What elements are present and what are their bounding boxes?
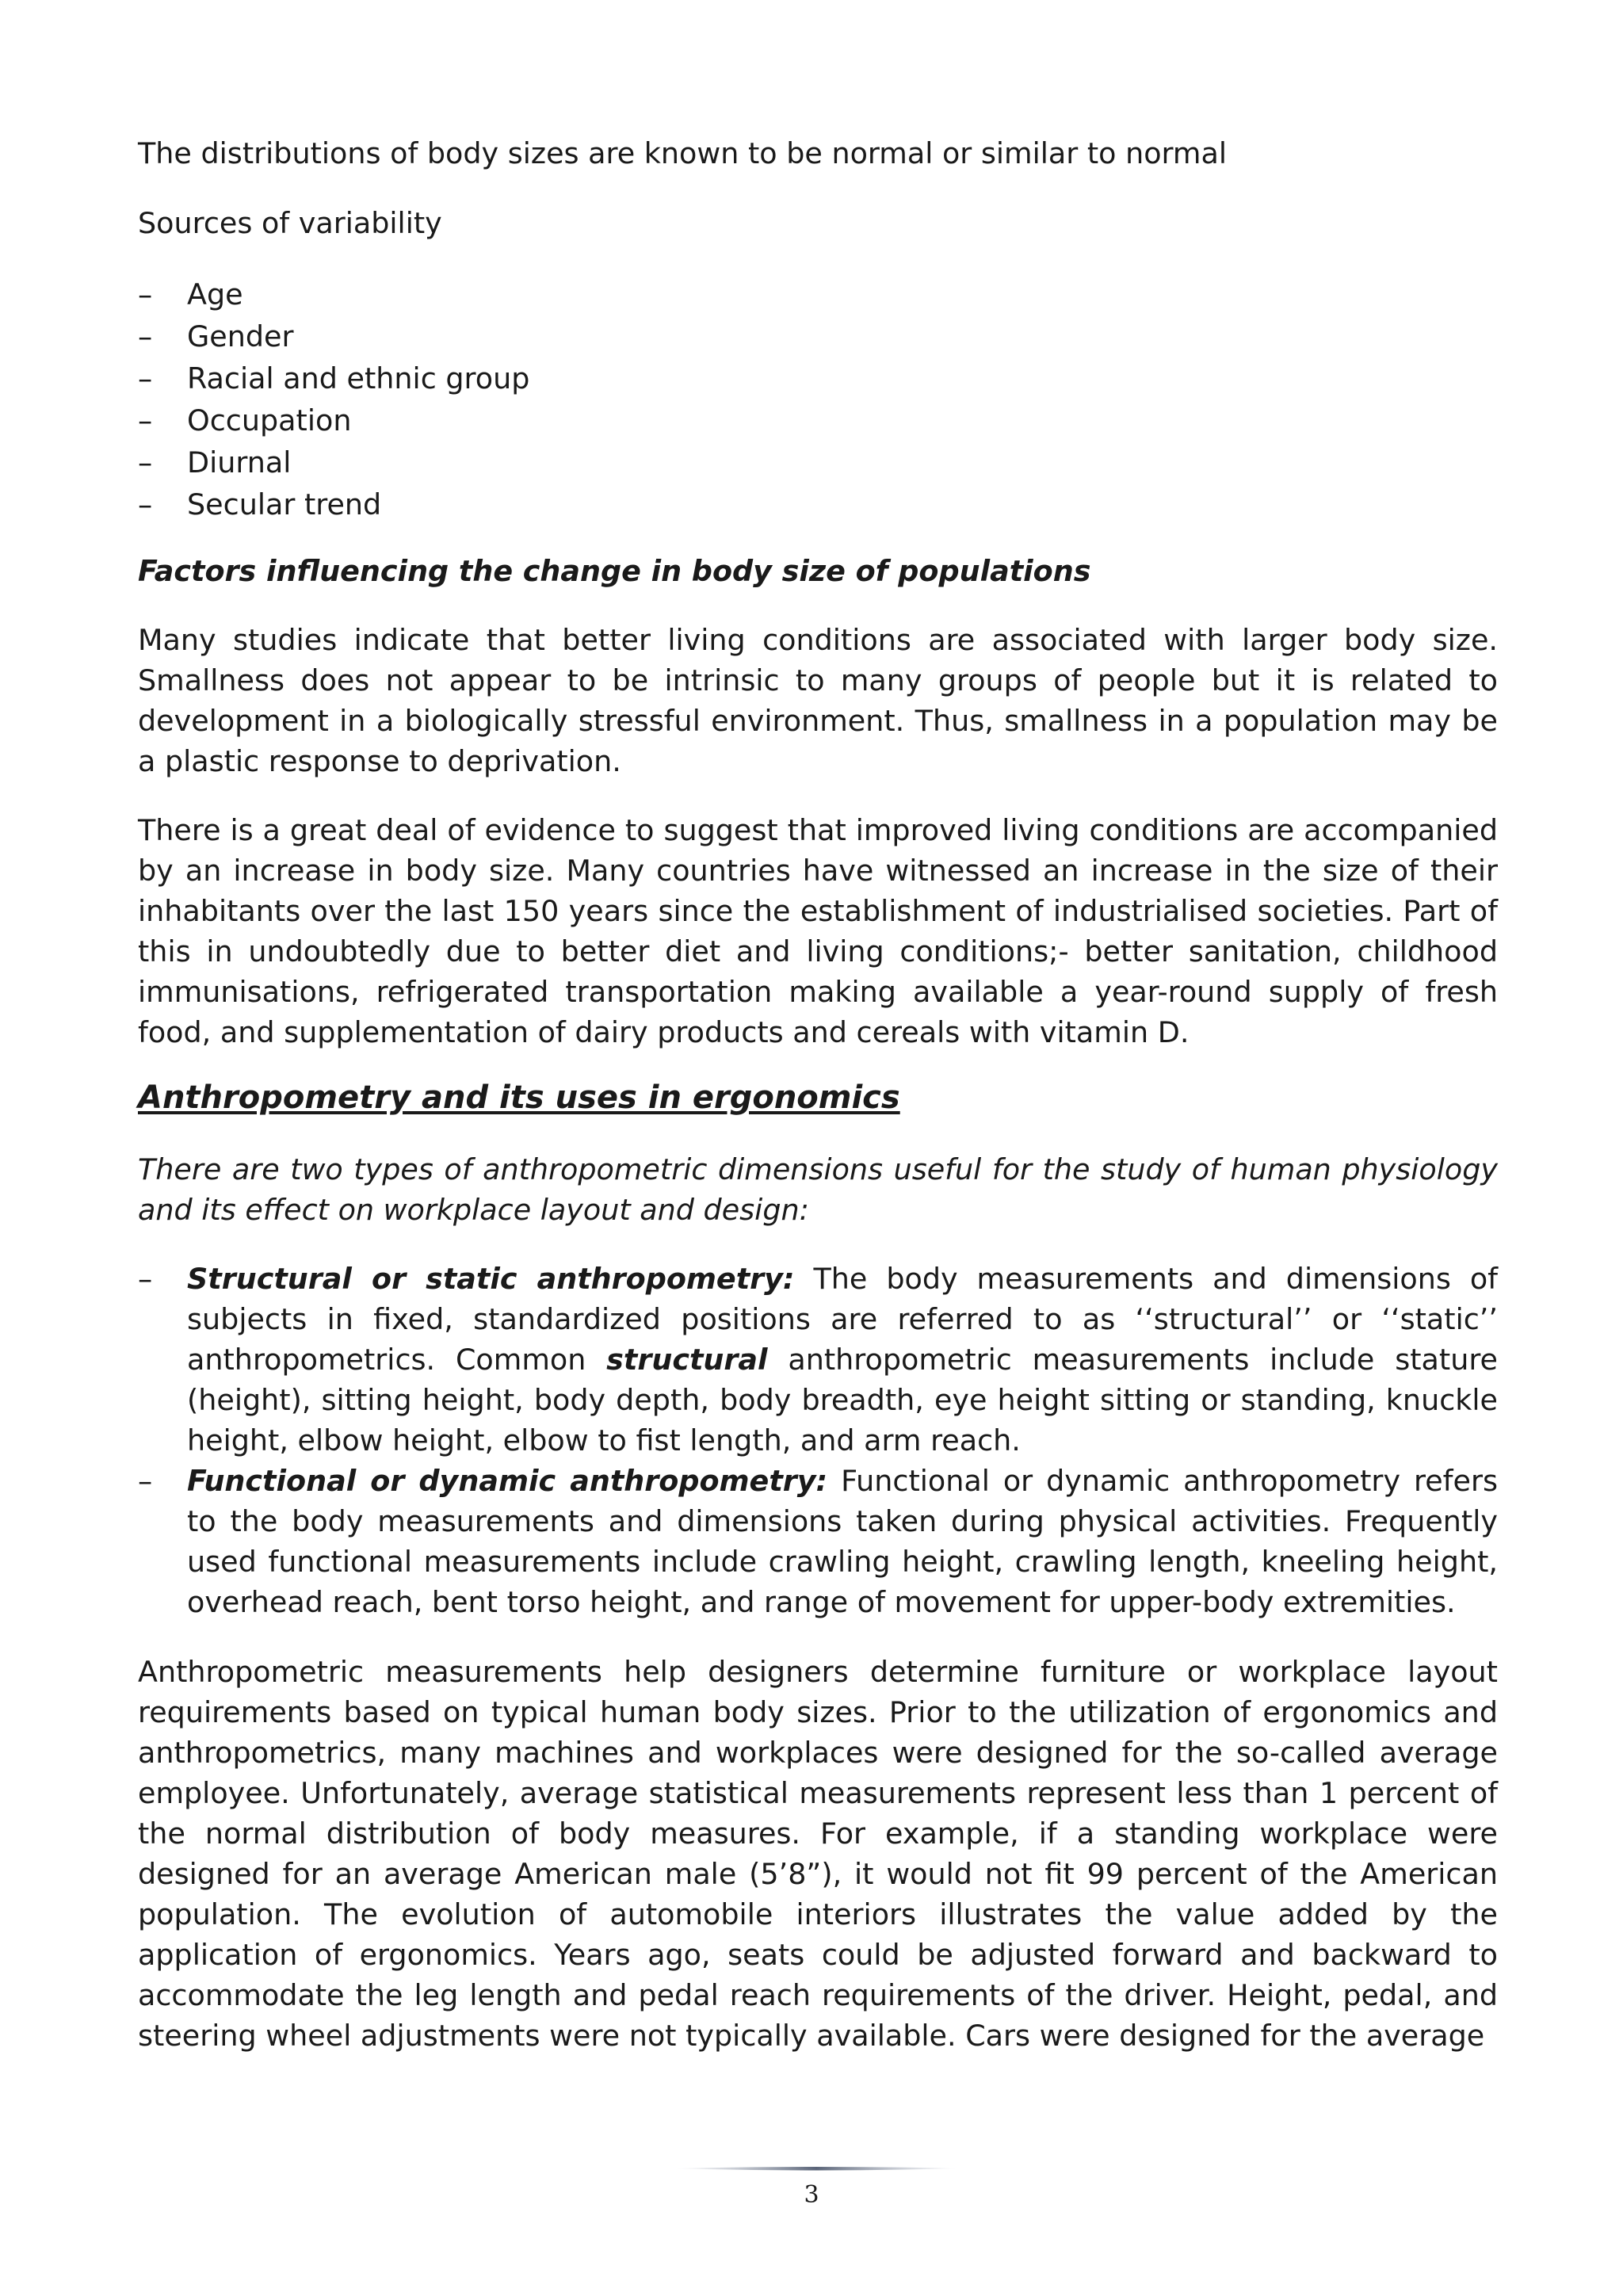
dash-bullet: – bbox=[138, 487, 153, 521]
section-heading: Anthropometry and its uses in ergonomics bbox=[138, 1079, 900, 1116]
list-item: – Diurnal bbox=[138, 441, 1498, 483]
factors-heading: Factors influencing the change in body size of populations bbox=[138, 554, 1091, 588]
dash-bullet: – bbox=[138, 445, 153, 479]
list-item-structural: – Structural or static anthropometry: The body measurements and dimensions of subjects in fixed, standardized positions are referred to as ‘‘structural’’ or ‘‘static’’ anthropometrics. Common structural anthropometric measurements include stature (height), sitting height, body depth, body breadth, eye height sitting or standing, knuckle height, elbow height, elbow to fist length, and arm reach. bbox=[138, 1259, 1498, 1461]
anthro-paragraph: Anthropometric measurements help designers determine furniture or workplace layout requirements based on typical human body sizes. Prior to the utilization of ergonomics and anthropometrics, many machines and workplaces were designed for the so-called average employee. Unfortunately, average statistical measurements represent less than 1 percent of the normal distribution of body measures. For example, if a standing workplace were designed for an average American male (5’8”), it would not fit 99 percent of the American population. The evolution of automobile interiors illustrates the value added by the application of ergonomics. Years ago, seats could be adjusted forward and backward to accommodate the leg length and pedal reach requirements of the driver. Height, pedal, and steering wheel adjustments were not typically available. Cars were designed for the average bbox=[138, 1655, 1498, 2053]
factors-paragraph-2: There is a great deal of evidence to suggest that improved living conditions are accompanied by an increase in body size. Many countries have witnessed an increase in the size of their inhabitants over the last 150 years since the establishment of industrialised societies. Part of this in undoubtedly due to better diet and living conditions;- better sanitation, childhood immunisations, refrigerated transportation making available a year-round supply of fresh food, and supplementation of dairy products and cereals with vitamin D. bbox=[138, 813, 1498, 1049]
structural-emphasis: structural bbox=[606, 1343, 768, 1377]
intro-line-2: Sources of variability bbox=[138, 206, 442, 240]
functional-term: Functional or dynamic anthropometry: bbox=[187, 1464, 828, 1498]
list-item: – Gender bbox=[138, 315, 1498, 357]
intro-line-1: The distributions of body sizes are known to be normal or similar to normal bbox=[138, 136, 1227, 170]
list-item: – Occupation bbox=[138, 399, 1498, 441]
page-number: 3 bbox=[804, 2181, 819, 2209]
list-item: – Secular trend bbox=[138, 483, 1498, 525]
dash-bullet: – bbox=[138, 1464, 153, 1498]
dash-bullet: – bbox=[138, 1262, 153, 1296]
list-item: – Age bbox=[138, 273, 1498, 315]
footer-divider bbox=[674, 2166, 959, 2172]
structural-term: Structural or static anthropometry: bbox=[187, 1262, 795, 1296]
list-item: – Racial and ethnic group bbox=[138, 357, 1498, 399]
list-item-functional: – Functional or dynamic anthropometry: Functional or dynamic anthropometry refers to the body measurements and dimensions taken during physical activities. Frequently used functional measurements include crawling height, crawling length, kneeling height, overhead reach, bent torso height, and range of movement for upper-body extremities. bbox=[138, 1461, 1498, 1622]
dash-bullet: – bbox=[138, 403, 153, 437]
dash-bullet: – bbox=[138, 361, 153, 395]
sources-list bbox=[138, 273, 1498, 525]
factors-paragraph-1: Many studies indicate that better living conditions are associated with larger body size. Smallness does not appear to be intrinsic to many groups of people but it is related to development in a biologically stressful environment. Thus, smallness in a population may be a plastic response to deprivation. bbox=[138, 623, 1498, 778]
dash-bullet: – bbox=[138, 277, 153, 311]
dash-bullet: – bbox=[138, 319, 153, 353]
anthro-intro: There are two types of anthropometric dimensions useful for the study of human physiology and its effect on workplace layout and design: bbox=[138, 1152, 1498, 1227]
anthropometry-types-list bbox=[138, 1259, 1498, 1622]
